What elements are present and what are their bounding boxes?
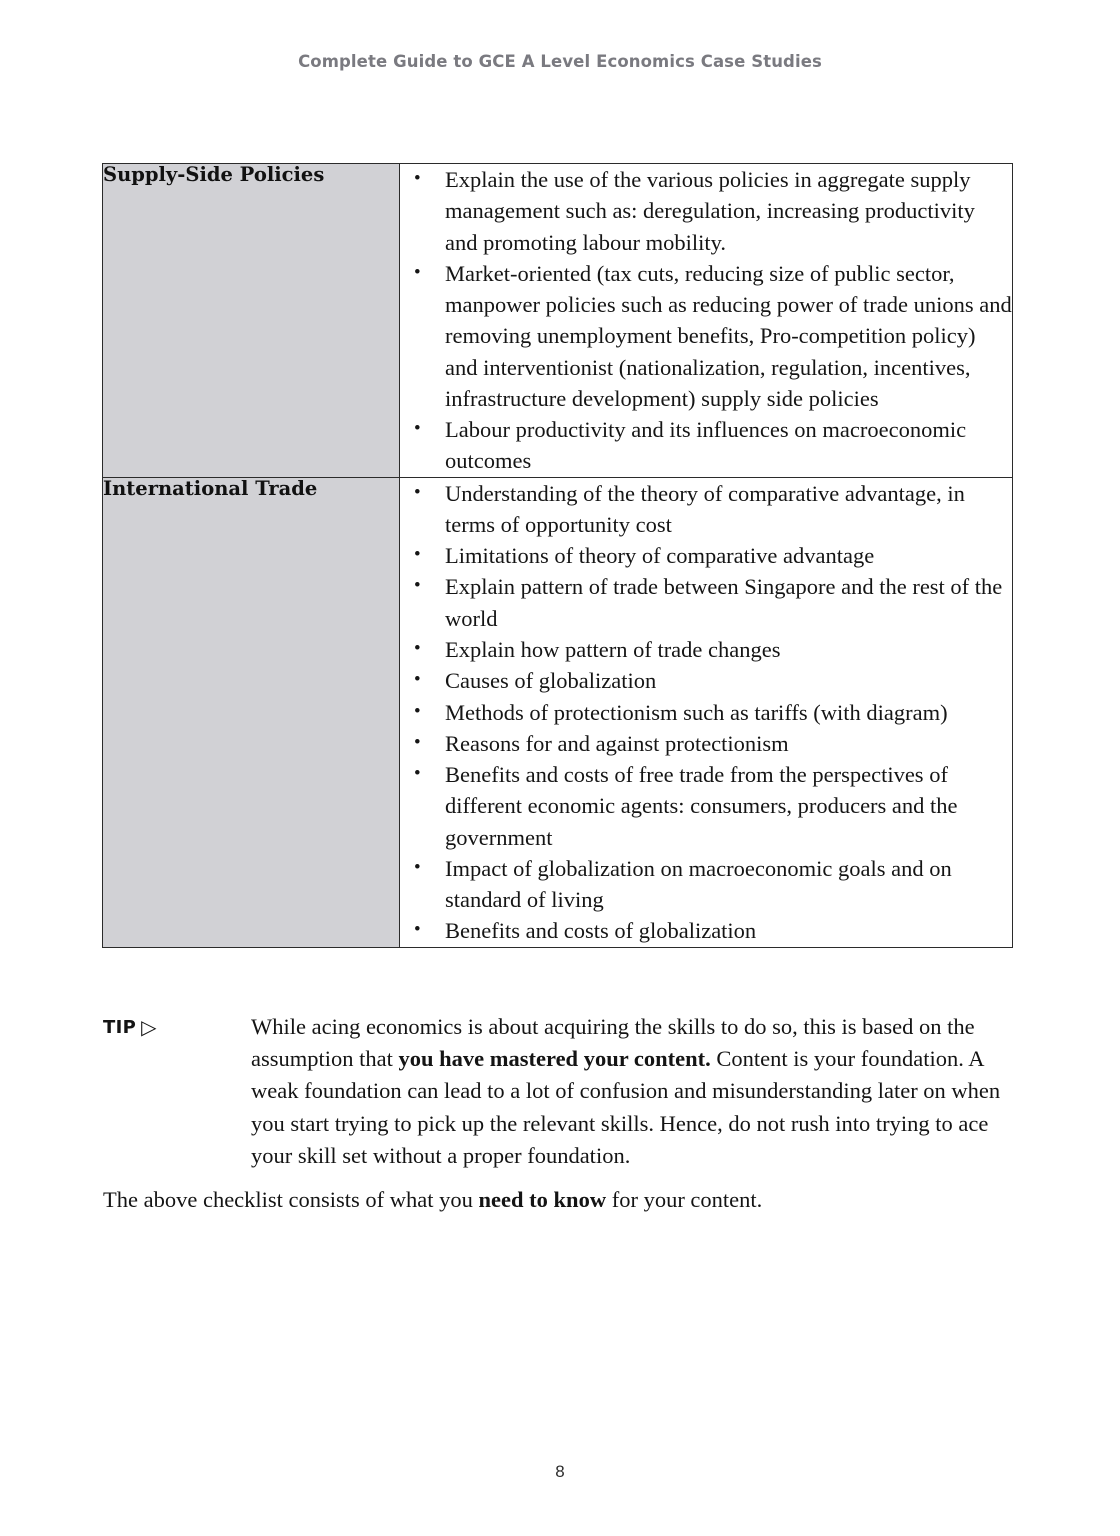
closing-text-tail: for your content. xyxy=(606,1187,763,1212)
tip-marker xyxy=(103,1014,157,1038)
list-item: • Limitations of theory of comparative advantage xyxy=(400,540,1012,571)
table-row xyxy=(103,477,1013,947)
topic-label: Supply-Side Policies xyxy=(103,163,325,186)
tip-text-lead: While acing economics is about acquiring the skills to do so, this is based on the assumption that xyxy=(251,1014,975,1072)
topic-cell xyxy=(103,164,400,478)
list-item: • Market-oriented (tax cuts, reducing size of public sector, manpower policies such as reducing power of trade unions and removing unemployment benefits, Pro-competition policy) and interventionist (nationalization, regulation, incentives, infrastructure development) supply side policies xyxy=(400,258,1012,414)
tip-text-tail: Content is your foundation. A weak foundation can lead to a lot of confusion and misunderstanding later on when you start trying to pick up the relevant skills. Hence, do not rush into trying to ace your skill set without a proper foundation. xyxy=(251,1046,1001,1168)
table-body xyxy=(103,164,1013,948)
tip-label: TIP xyxy=(103,1017,137,1038)
list-item: • Explain how pattern of trade changes xyxy=(400,634,1012,665)
triangle-right-outline-icon: ▷ xyxy=(141,1015,157,1039)
closing-text-lead: The above checklist consists of what you xyxy=(103,1187,479,1212)
running-header-title: Complete Guide to GCE A Level Economics Case Studies xyxy=(298,52,822,71)
topic-label: International Trade xyxy=(103,476,318,500)
syllabus-checklist-table xyxy=(102,163,1013,948)
points-cell xyxy=(400,477,1013,947)
topic-cell xyxy=(103,477,400,947)
closing-paragraph xyxy=(103,1184,1018,1216)
list-item: • Benefits and costs of free trade from the perspectives of different economic agents: consumers, producers and the government xyxy=(400,759,1012,853)
page-number: 8 xyxy=(555,1462,565,1481)
list-item: • Reasons for and against protectionism xyxy=(400,728,1012,759)
list-item: • Impact of globalization on macroeconomic goals and on standard of living xyxy=(400,853,1012,916)
tip-body-text xyxy=(251,1011,1018,1172)
list-item: • Understanding of the theory of comparative advantage, in terms of opportunity cost xyxy=(400,478,1012,541)
list-item: • Explain the use of the various policies in aggregate supply management such as: deregulation, increasing productivity and promoting labour mobility. xyxy=(400,164,1012,258)
list-item: • Causes of globalization xyxy=(400,665,1012,696)
closing-text-emphasis: need to know xyxy=(478,1187,607,1212)
list-item: • Benefits and costs of globalization xyxy=(400,915,1012,946)
points-list xyxy=(400,164,1012,477)
list-item: • Methods of protectionism such as tariffs (with diagram) xyxy=(400,697,1012,728)
points-cell xyxy=(400,164,1013,478)
list-item: • Explain pattern of trade between Singapore and the rest of the world xyxy=(400,571,1012,634)
table-row xyxy=(103,164,1013,478)
tip-text-emphasis: you have mastered your content. xyxy=(398,1046,711,1072)
points-list xyxy=(400,478,1012,947)
list-item: • Labour productivity and its influences on macroeconomic outcomes xyxy=(400,414,1012,477)
tip-callout xyxy=(103,1011,1018,1172)
